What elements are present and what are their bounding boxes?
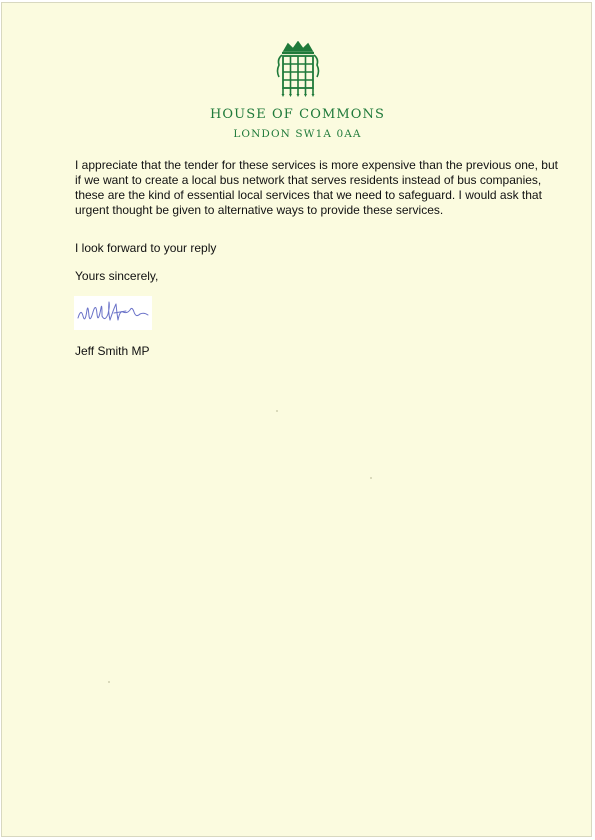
signer-name: Jeff Smith MP (75, 344, 150, 358)
organisation-address: LONDON SW1A 0AA (233, 128, 362, 140)
letter-page (1, 2, 592, 837)
handwritten-signature (74, 296, 152, 330)
paper-speck (108, 681, 110, 683)
paper-speck (276, 410, 278, 412)
paper-speck (370, 477, 372, 479)
closing-line: I look forward to your reply (75, 241, 217, 255)
salutation: Yours sincerely, (75, 269, 159, 283)
organisation-name: HOUSE OF COMMONS (209, 107, 386, 122)
portcullis-icon (274, 41, 322, 97)
letter-body-paragraph: I appreciate that the tender for these services is more expensive than the previous one, but if we want to create a local bus network that serves residents instead of bus companies, these are the kind of essential local services that we need to safeguard. I would ask that urgent thought be given to alternative ways to provide these services. (75, 158, 558, 217)
